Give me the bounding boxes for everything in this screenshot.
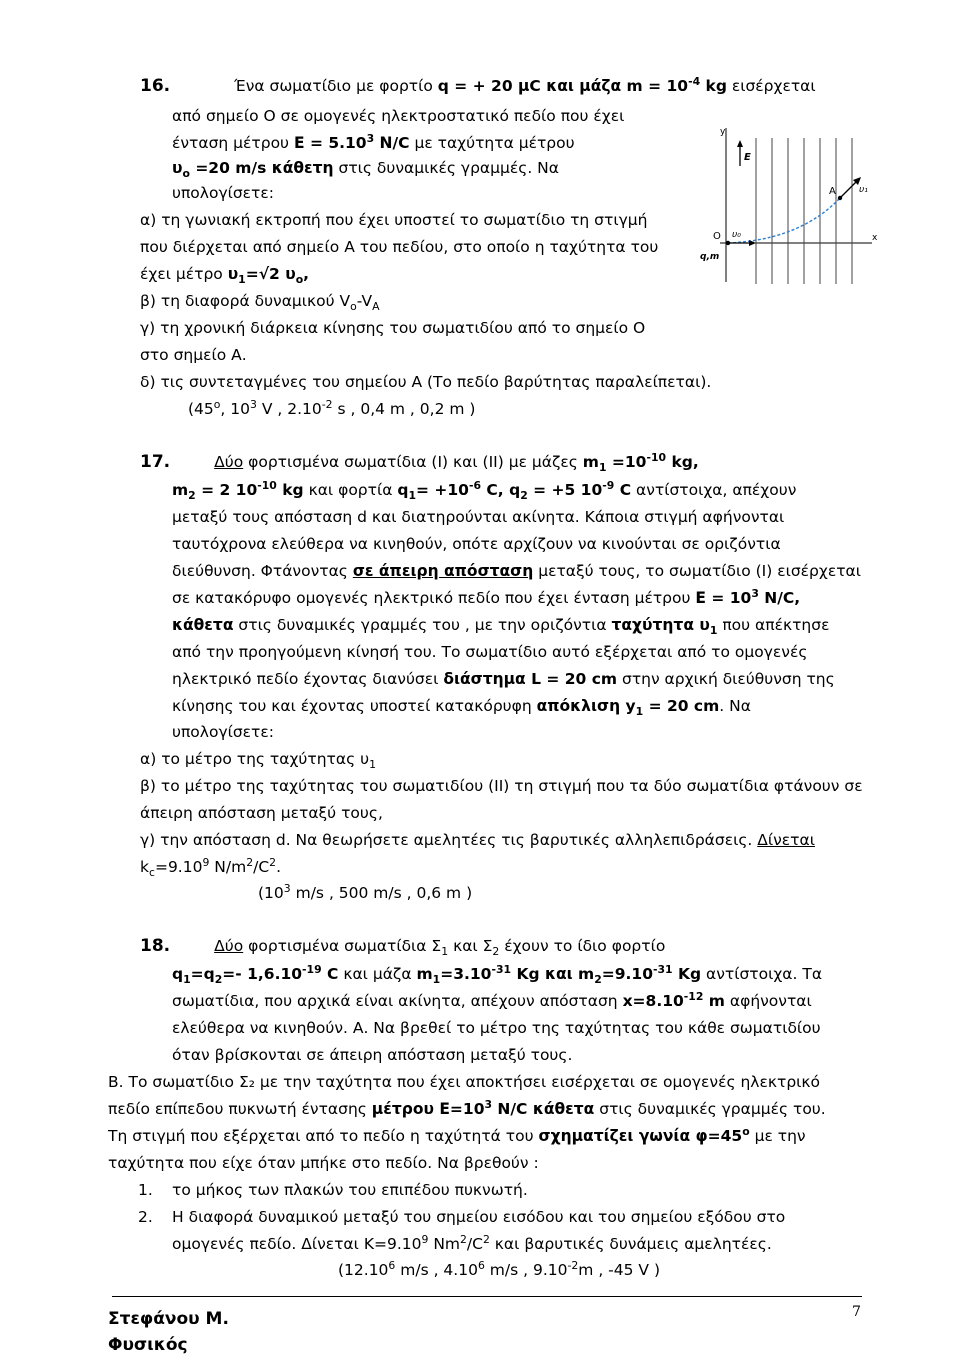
o-label: O	[713, 231, 721, 242]
problem-16-line-7: που διέρχεται από σημείο Α του πεδίου, στο οποίο η ταχύτητα του	[140, 238, 659, 256]
e-arrowhead-icon	[737, 140, 743, 147]
problem-16-line-8: έχει μέτρο $\upsilon_1=√2$ $\upsilon_o$,	[140, 265, 310, 287]
problem-17-line-10: κίνησης του και έχοντας υποστεί κατακόρυφη απόκλιση $y_1 = 20$ cm. Να	[172, 697, 751, 719]
problem-number: 18.	[140, 936, 171, 956]
problem-17-line-16: $k_c=9.10^9$ $N/m^2/C^2$.	[140, 855, 281, 880]
problem-16-line-3: ένταση μέτρου $E = 5.10^3$ Ν/C με ταχύτητα μέτρου	[172, 131, 575, 152]
page-number: 7	[852, 1304, 861, 1320]
problem-18-line-1: 18. Δύο φορτισμένα σωματίδια $\Sigma_1$ και $\Sigma_2$ έχουν το ίδιο φορτίο	[140, 936, 666, 959]
problem-17-line-11: υπολογίσετε:	[172, 723, 274, 741]
problem-16-line-4: $\upsilon_o =20$ m/s κάθετη στις δυναμικές γραμμές. Να	[172, 159, 559, 181]
problem-17-line-2: $m_2 = 2$ $10^{-10}$ kg και φορτία $q_1= +10^{-6}$ C, $q_2 = +5$ $10^{-9}$ C αντίστοιχα, απέχουν	[172, 478, 797, 503]
electric-field-figure	[700, 122, 890, 290]
problem-18-line-5: όταν βρίσκονται σε άπειρη απόσταση μεταξύ τους.	[172, 1046, 573, 1064]
problem-16-line-1: 16. Ένα σωματίδιο με φορτίο q = + 20 μC και μάζα $m = 10^{-4}$ kg εισέρχεται	[140, 74, 816, 96]
problem-18-line-6: Β. Το σωματίδιο Σ₂ με την ταχύτητα που έχει αποκτήσει εισέρχεται σε ομογενές ηλεκτρικό	[108, 1073, 821, 1091]
footer-rule	[112, 1296, 862, 1297]
qm-label: q,m	[700, 252, 720, 262]
problem-17-line-9: ηλεκτρικό πεδίο έχοντας διανύσει διάστημα L = 20 cm στην αρχική διεύθυνση της	[172, 670, 835, 688]
trajectory-curve	[728, 198, 840, 243]
problem-16-line-6: α) τη γωνιακή εκτροπή που έχει υποστεί το σωματίδιο τη στιγμή	[140, 211, 648, 229]
problem-18-item-2: Η διαφορά δυναμικού μεταξύ του σημείου εισόδου και του σημείου εξόδου στο	[172, 1208, 786, 1226]
point-o	[726, 241, 730, 245]
problem-18-line-7: πεδίο επίπεδου πυκνωτή έντασης μέτρου $E=10^3$ N/C κάθετα στις δυναμικές γραμμές του.	[108, 1097, 826, 1118]
problem-17-line-3: μεταξύ τους απόσταση d και διατηρούνται ακίνητα. Κάποια στιγμή αφήνονται	[172, 508, 785, 526]
problem-16-line-5: υπολογίσετε:	[172, 184, 274, 202]
problem-17-line-1: 17. Δύο φορτισμένα σωματίδια (Ι) και (ΙΙ) με μάζες $m_1 =10^{-10}$ kg,	[140, 450, 699, 475]
problem-17-line-15: γ) την απόσταση d. Να θεωρήσετε αμελητέες τις βαρυτικές αλληλεπιδράσεις. Δίνεται	[140, 831, 815, 849]
problem-18-line-2: $q_1=q_2=-$ $1,6.10^{-19}$ C και μάζα $m_1=3.10^{-31}$ Kg και $m_2=9.10^{-31}$ Kg αντίστοιχα. Τα	[172, 962, 823, 987]
problem-number: 16.	[140, 76, 171, 96]
problem-17-line-14: άπειρη απόσταση μεταξύ τους,	[140, 804, 383, 822]
problem-17-line-7: κάθετα στις δυναμικές γραμμές του , με την οριζόντια ταχύτητα $\upsilon_1$ που απέκτησε	[172, 616, 830, 638]
problem-16-line-10: γ) τη χρονική διάρκεια κίνησης του σωματιδίου από το σημείο Ο	[140, 319, 646, 337]
problem-18-answer: (12.10$^6$ m/s , 4.10$^6$ m/s , $9.10^{-2}m$ , -45 V )	[338, 1258, 660, 1279]
problem-17-line-4: ταυτόχρονα ελεύθερα να κινηθούν, οπότε αρχίζουν να κινούνται σε οριζόντια	[172, 535, 781, 553]
e-label: E	[744, 152, 751, 163]
field-lines	[756, 138, 852, 284]
problem-18-line-8: Τη στιγμή που εξέρχεται από το πεδίο η ταχύτητά του σχηματίζει γωνία $\varphi=45^o$ με την	[108, 1124, 806, 1145]
a-label: A	[829, 186, 836, 197]
problem-17-line-8: από την προηγούμενη κίνησή του. Το σωματίδιο αυτό εξέρχεται από το ομογενές	[172, 643, 808, 661]
problem-18-item-1: το μήκος των πλακών του επιπέδου πυκνωτή.	[172, 1181, 528, 1199]
problem-18-line-9: ταχύτητα που είχε όταν μπήκε στο πεδίο. Να βρεθούν :	[108, 1154, 539, 1172]
v0-label: υ₀	[732, 230, 741, 240]
point-a	[838, 196, 842, 200]
v1-label: υ₁	[859, 185, 868, 195]
problem-17-answer: ($10^3$ m/s , 500 m/s , 0,6 m )	[258, 881, 473, 902]
problem-16-answer: ($45^o$, $10^3$ V , $2.10^{-2}$ s , 0,4 m , 0,2 m )	[188, 397, 476, 418]
problem-17-line-6: σε κατακόρυφο ομογενές ηλεκτρικό πεδίο που έχει ένταση μέτρου $E = 10^3$ N/C,	[172, 586, 801, 607]
problem-16-line-9: β) τη διαφορά δυναμικού $V_o-V_A$	[140, 292, 380, 314]
v1-vector	[840, 180, 858, 198]
problem-17-line-13: β) το μέτρο της ταχύτητας του σωματιδίου (ΙΙ) τη στιγμή που τα δύο σωματίδια φτάνουν σε	[140, 777, 863, 795]
problem-17-line-5: διεύθυνση. Φτάνοντας σε άπειρη απόσταση μεταξύ τους, το σωματίδιο (Ι) εισέρχεται	[172, 562, 862, 580]
problem-number: 17.	[140, 452, 171, 472]
problem-18-line-3: σωματίδια, που αρχικά είναι ακίνητα, απέχουν απόσταση $x=8.10^{-12}$ m αφήνονται	[172, 989, 812, 1010]
problem-18-line-4: ελεύθερα να κινηθούν. Α. Να βρεθεί το μέτρο της ταχύτητας του κάθε σωματιδίου	[172, 1019, 821, 1037]
problem-18-item-1-number: 1.	[138, 1181, 153, 1199]
footer-author: Στεφάνου Μ. Φυσικός	[108, 1309, 229, 1355]
problem-17-line-12: α) το μέτρο της ταχύτητας $\upsilon_1$	[140, 750, 377, 772]
x-axis-label: x	[872, 233, 878, 243]
problem-16-line-2: από σημείο Ο σε ομογενές ηλεκτροστατικό πεδίο που έχει	[172, 107, 625, 125]
problem-16-line-12: δ) τις συντεταγμένες του σημείου Α (Το πεδίο βαρύτητας παραλείπεται).	[140, 373, 712, 391]
problem-18-item-2-number: 2.	[138, 1208, 153, 1226]
problem-18-item-2-line-2: ομογενές πεδίο. Δίνεται $K=9.10^9$ $Nm^2/C^2$ και βαρυτικές δυνάμεις αμελητέες.	[172, 1232, 772, 1253]
problem-16-line-11: στο σημείο Α.	[140, 346, 247, 364]
y-axis-label: y	[720, 127, 726, 137]
